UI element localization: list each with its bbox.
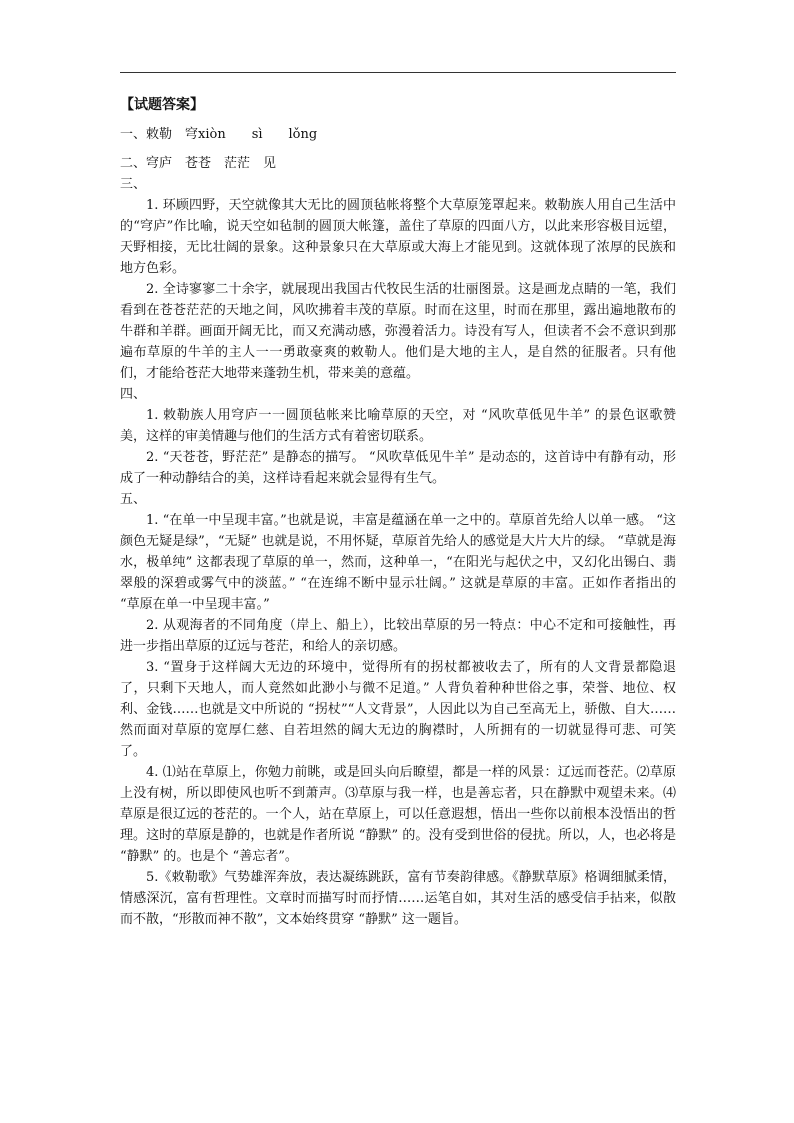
section-3-title: 三、	[120, 177, 147, 192]
section-5-item-5: 5.《敕勒歌》气势雄浑奔放，表达凝练跳跃，富有节奏韵律感。《静默草原》格调细腻柔情，情感深沉，富有哲理性。文章时而描写时而抒情……运笔自如，其对生活的感受信手拈来，似散而不散，“形散而神不散”，文本始终贯穿 “静默” 这一题旨。	[120, 870, 676, 927]
section-4-item-1: 1. 敕勒族人用穹庐一一圆顶毡帐来比喻草原的天空，对 “风吹草低见牛羊” 的景色讴歌赞美，这样的审美情趣与他们的生活方式有着密切联系。	[120, 408, 676, 444]
section-4-title: 四、	[120, 387, 147, 402]
section-5-title: 五、	[120, 492, 147, 507]
section-1: 一、敕勒 穹xiòn sì lǒng	[120, 127, 318, 142]
section-5-item-3: 3. “置身于这样阔大无边的环境中，觉得所有的拐杖都被收去了，所有的人文背景都隐退了，只剩下天地人，而人竟然如此渺小与微不足道。” 人背负着种种世俗之事，荣誉、地位、权利、金钱……也就是文中所说的 “拐杖”“人文背景”，人因此以为自己至高无上，骄傲、自大……然而面对草原的宽厚仁慈、自若坦然的阔大无边的胸襟时，人所拥有的一切就显得可悲、可笑了。	[120, 660, 676, 759]
answer-document	[120, 94, 676, 930]
answers-heading: 【试题答案】	[120, 97, 204, 113]
section-5-item-1: 1. “在单一中呈现丰富。”也就是说，丰富是蕴涵在单一之中的。草原首先给人以单一感。 “这颜色无疑是绿”，“无疑” 也就是说，不用怀疑，草原首先给人的感觉是大片大片的绿。 “草就是海水，极单纯” 这都表现了草原的单一，然而，这种单一，“在阳光与起伏之中，又幻化出锡白、翡翠般的深碧或雾气中的淡蓝。” “在连绵不断中显示壮阔。” 这就是草原的丰富。正如作者指出的 “草原在单一中呈现丰富。”	[120, 513, 676, 612]
section-3-item-1: 1. 环顾四野，天空就像其大无比的圆顶毡帐将整个大草原笼罩起来。敕勒族人用自己生活中的“穹庐”作比喻，说天空如毡制的圆顶大帐篷，盖住了草原的四面八方，以此来形容极目远望，天野相接，无比壮阔的景象。这种景象只在大草原或大海上才能见到。这就体现了浓厚的民族和地方色彩。	[120, 198, 676, 276]
section-4-item-2: 2. “天苍苍，野茫茫” 是静态的描写。 “风吹草低见牛羊” 是动态的，这首诗中有静有动，形成了一种动静结合的美，这样诗看起来就会显得有生气。	[120, 450, 676, 486]
section-3-item-2: 2. 全诗寥寥二十余字，就展现出我国古代牧民生活的壮丽图景。这是画龙点睛的一笔，我们看到在苍苍茫茫的天地之间，风吹拂着丰茂的草原。时而在这里，时而在那里，露出遍地散布的牛群和羊群。画面开阔无比，而又充满动感，弥漫着活力。诗没有写人，但读者不会不意识到那遍布草原的牛羊的主人一一勇敢豪爽的敕勒人。他们是大地的主人，是自然的征服者。只有他们，才能给苍茫大地带来蓬勃生机，带来美的意蕴。	[120, 282, 676, 381]
header-rule	[120, 72, 676, 73]
section-5-item-2: 2. 从观海者的不同角度（岸上、船上），比较出草原的另一特点：中心不定和可接触性，再进一步指出草原的辽远与苍茫，和给人的亲切感。	[120, 618, 676, 654]
section-2: 二、穹庐 苍苍 茫茫 见	[120, 156, 277, 171]
section-5-item-4: 4. ⑴站在草原上，你勉力前眺，或是回头向后瞭望，都是一样的风景：辽远而苍茫。⑵草原上没有树，所以即使风也听不到萧声。⑶草原与我一样，也是善忘者，只在静默中观望未来。⑷草原是很辽远的苍茫的。一个人，站在草原上，可以任意遐想，悟出一些你以前根本没悟出的哲理。这时的草原是静的，也就是作者所说 “静默” 的。没有受到世俗的侵扰。所以，人，也必将是 “静默” 的。也是个 “善忘者”。	[120, 765, 676, 864]
